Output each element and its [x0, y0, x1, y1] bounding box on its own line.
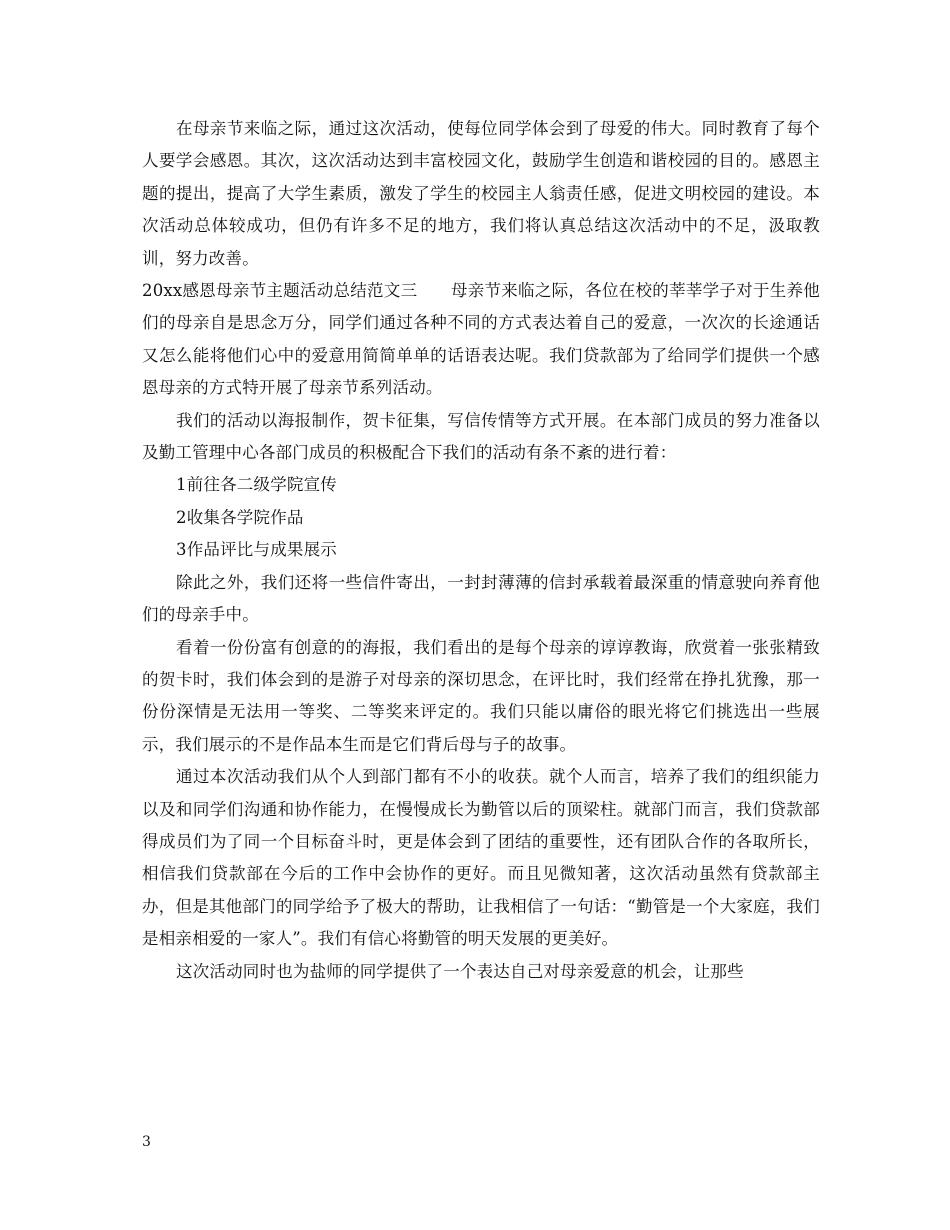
document-body	[142, 113, 820, 988]
paragraph: 除此之外，我们还将一些信件寄出，一封封薄薄的信封承载着最深重的情意驶向养育他们的母亲手中。	[142, 572, 820, 625]
list-item: 1前往各二级学院宣传	[176, 475, 337, 495]
paragraph: 看着一份份富有创意的的海报，我们看出的是每个母亲的谆谆教诲，欣赏着一张张精致的贺卡时，我们体会到的是游子对母亲的深切思念，在评比时，我们经常在挣扎犹豫，那一份份深情是无法用一等奖、二等奖来评定的。我们只能以庸俗的眼光将它们挑选出一些展示，我们展示的不是作品本生而是它们背后母与子的故事。	[142, 637, 820, 754]
paragraph: 这次活动同时也为盐师的同学提供了一个表达自己对母亲爱意的机会，让那些	[176, 961, 744, 981]
paragraph-section-heading: 20xx感恩母亲节主题活动总结范文三 母亲节来临之际，各位在校的莘莘学子对于生养他们的母亲自是思念万分，同学们通过各种不同的方式表达着自己的爱意，一次次的长途通话又怎么能将他们心中的爱意用简简单单的话语表达呢。我们贷款部为了给同学们提供一个感恩母亲的方式特开展了母亲节系列活动。	[142, 281, 820, 398]
list-item: 2收集各学院作品	[176, 507, 304, 527]
paragraph: 我们的活动以海报制作，贺卡征集，写信传情等方式开展。在本部门成员的努力准备以及勤工管理中心各部门成员的积极配合下我们的活动有条不紊的进行着：	[142, 410, 820, 463]
paragraph: 在母亲节来临之际，通过这次活动，使每位同学体会到了母爱的伟大。同时教育了每个人要学会感恩。其次，这次活动达到丰富校园文化，鼓励学生创造和谐校园的目的。感恩主题的提出，提高了大学生素质，激发了学生的校园主人翁责任感，促进文明校园的建设。本次活动总体较成功，但仍有许多不足的地方，我们将认真总结这次活动中的不足，汲取教训，努力改善。	[142, 119, 820, 268]
list-item: 3作品评比与成果展示	[176, 540, 337, 560]
paragraph: 通过本次活动我们从个人到部门都有不小的收获。就个人而言，培养了我们的组织能力以及和同学们沟通和协作能力，在慢慢成长为勤管以后的顶梁柱。就部门而言，我们贷款部得成员们为了同一个目标奋斗时，更是体会到了团结的重要性，还有团队合作的各取所长，相信我们贷款部在今后的工作中会协作的更好。而且见微知著，这次活动虽然有贷款部主办，但是其他部门的同学给予了极大的帮助，让我相信了一句话：“勤管是一个大家庭，我们是相亲相爱的一家人”。我们有信心将勤管的明天发展的更美好。	[142, 767, 820, 949]
page-number: 3	[142, 1134, 151, 1150]
